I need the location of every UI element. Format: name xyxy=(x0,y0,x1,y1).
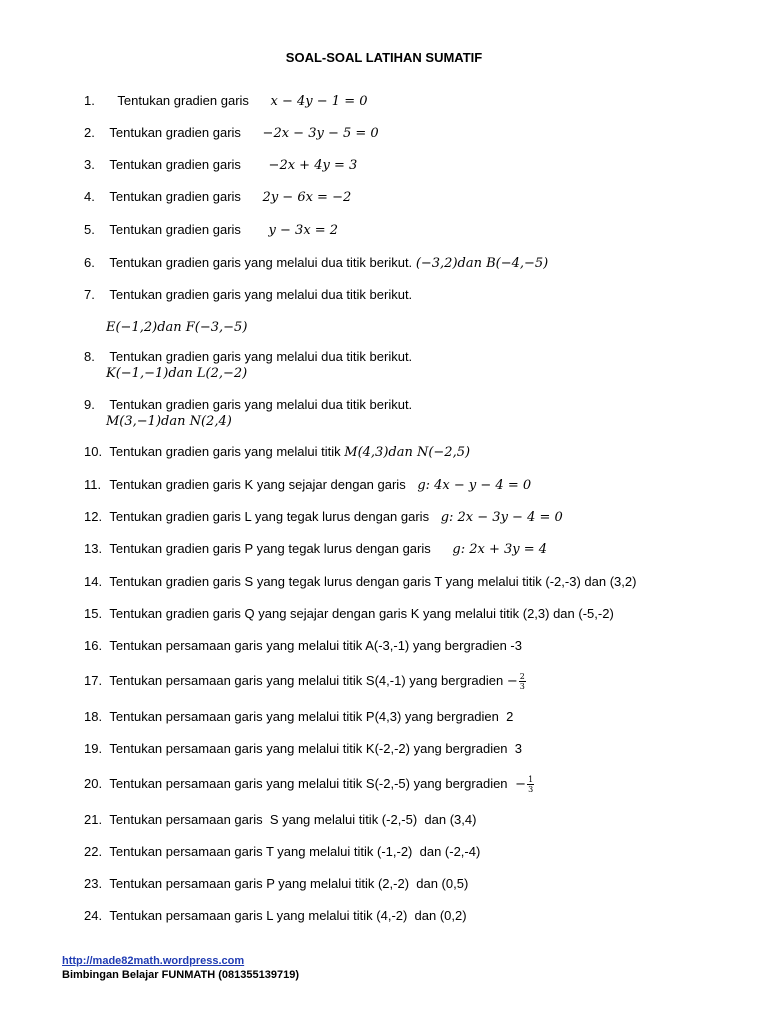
question-13 xyxy=(84,540,547,558)
question-text: Tentukan gradien garis xyxy=(109,157,241,172)
fraction-numerator: 2 xyxy=(519,672,525,682)
question-math: g: 4x − y − 4 = 0 xyxy=(417,478,532,493)
question-text: Tentukan gradien garis L yang tegak lurus dengan garis xyxy=(109,509,430,524)
question-number: 3. xyxy=(84,157,95,172)
question-7 xyxy=(84,286,412,303)
fraction-numerator: 1 xyxy=(528,775,534,785)
footer-link[interactable]: http://made82math.wordpress.com xyxy=(62,955,245,967)
question-number: 2. xyxy=(84,125,95,140)
question-number: 19. xyxy=(84,741,103,756)
question-number: 24. xyxy=(84,908,103,923)
question-21 xyxy=(84,811,476,828)
question-number: 13. xyxy=(84,541,103,556)
question-math: x − 4y − 1 = 0 xyxy=(270,94,368,109)
question-text: Tentukan persamaan garis P yang melalui titik (2,-2) dan (0,5) xyxy=(109,876,469,891)
question-math: E(−1,2)dan F(−3,−5) xyxy=(106,320,248,335)
fraction-denominator: 3 xyxy=(528,785,534,795)
question-14 xyxy=(84,573,636,590)
fraction xyxy=(527,775,534,794)
question-number: 10. xyxy=(84,444,103,459)
question-2 xyxy=(84,124,379,142)
question-text: Tentukan gradien garis xyxy=(109,222,241,237)
fraction-sign: − xyxy=(506,674,518,689)
question-number: 18. xyxy=(84,709,103,724)
question-10 xyxy=(84,443,470,461)
question-22 xyxy=(84,843,480,860)
question-16 xyxy=(84,637,522,654)
question-11 xyxy=(84,476,531,494)
question-6 xyxy=(84,254,548,272)
question-text: Tentukan gradien garis Q yang sejajar dengan garis K yang melalui titik (2,3) dan (-5,-2) xyxy=(109,606,614,621)
question-math: −2x + 4y = 3 xyxy=(268,158,358,173)
question-text: Tentukan persamaan garis yang melalui titik A(-3,-1) yang bergradien -3 xyxy=(109,638,522,653)
question-number: 16. xyxy=(84,638,103,653)
question-math: −2x − 3y − 5 = 0 xyxy=(262,126,379,141)
question-number: 11. xyxy=(84,477,102,492)
question-text: Tentukan gradien garis yang melalui dua titik berikut. xyxy=(109,397,413,412)
question-math: (−3,2)dan B(−4,−5) xyxy=(415,256,549,271)
question-7-math xyxy=(106,318,247,336)
question-text: Tentukan gradien garis xyxy=(117,93,249,108)
question-text: Tentukan gradien garis S yang tegak lurus dengan garis T yang melalui titik (-2,-3) dan (3,2) xyxy=(109,574,637,589)
question-17 xyxy=(84,672,526,691)
question-text: Tentukan gradien garis yang melalui dua titik berikut. xyxy=(109,287,413,302)
question-number: 12. xyxy=(84,509,103,524)
question-15 xyxy=(84,605,614,622)
question-20 xyxy=(84,775,534,794)
question-8 xyxy=(84,348,412,382)
question-4 xyxy=(84,188,351,206)
question-number: 20. xyxy=(84,776,103,791)
question-12 xyxy=(84,508,563,526)
question-text: Tentukan persamaan garis yang melalui titik P(4,3) yang bergradien 2 xyxy=(109,709,514,724)
question-text: Tentukan gradien garis xyxy=(109,125,241,140)
question-text: Tentukan gradien garis K yang sejajar dengan garis xyxy=(109,477,406,492)
question-text: Tentukan gradien garis xyxy=(109,189,241,204)
question-text: Tentukan persamaan garis yang melalui titik K(-2,-2) yang bergradien 3 xyxy=(109,741,522,756)
question-text: Tentukan gradien garis yang melalui titik xyxy=(109,444,341,459)
question-number: 22. xyxy=(84,844,103,859)
question-18 xyxy=(84,708,513,725)
question-text: Tentukan persamaan garis yang melalui titik S(4,-1) yang bergradien xyxy=(109,673,504,688)
footer-note: Bimbingan Belajar FUNMATH (081355139719) xyxy=(62,969,299,981)
question-number: 1. xyxy=(84,93,95,108)
question-math: g: 2x + 3y = 4 xyxy=(452,542,548,557)
question-number: 6. xyxy=(84,255,95,270)
question-text: Tentukan gradien garis yang melalui dua titik berikut. xyxy=(109,349,413,364)
question-math: 2y − 6x = −2 xyxy=(262,190,352,205)
question-text: Tentukan persamaan garis yang melalui titik S(-2,-5) yang bergradien xyxy=(109,776,508,791)
question-text: Tentukan persamaan garis S yang melalui titik (-2,-5) dan (3,4) xyxy=(109,812,477,827)
question-math: M(4,3)dan N(−2,5) xyxy=(344,445,471,460)
fraction xyxy=(519,672,526,691)
question-number: 4. xyxy=(84,189,95,204)
question-number: 7. xyxy=(84,287,95,302)
question-number: 5. xyxy=(84,222,95,237)
question-math: y − 3x = 2 xyxy=(268,223,339,238)
question-math: K(−1,−1)dan L(2,−2) xyxy=(106,366,248,381)
question-math: g: 2x − 3y − 4 = 0 xyxy=(440,510,563,525)
question-text: Tentukan persamaan garis T yang melalui titik (-1,-2) dan (-2,-4) xyxy=(109,844,481,859)
fraction-sign: − xyxy=(515,777,527,792)
page-title: SOAL-SOAL LATIHAN SUMATIF xyxy=(285,50,483,65)
question-9 xyxy=(84,396,412,430)
question-text: Tentukan gradien garis yang melalui dua titik berikut. xyxy=(109,255,413,270)
question-number: 21. xyxy=(84,812,103,827)
question-number: 9. xyxy=(84,397,95,412)
question-5 xyxy=(84,221,338,239)
question-23 xyxy=(84,875,468,892)
question-text: Tentukan persamaan garis L yang melalui titik (4,-2) dan (0,2) xyxy=(109,908,467,923)
question-number: 14. xyxy=(84,574,103,589)
fraction-denominator: 3 xyxy=(519,682,525,692)
question-19 xyxy=(84,740,522,757)
question-number: 15. xyxy=(84,606,103,621)
question-number: 17. xyxy=(84,673,103,688)
question-math: M(3,−1)dan N(2,4) xyxy=(106,414,232,429)
question-1 xyxy=(84,92,368,110)
question-24 xyxy=(84,907,467,924)
question-3 xyxy=(84,156,357,174)
question-number: 23. xyxy=(84,876,103,891)
question-text: Tentukan gradien garis P yang tegak lurus dengan garis xyxy=(109,541,431,556)
question-number: 8. xyxy=(84,349,95,364)
